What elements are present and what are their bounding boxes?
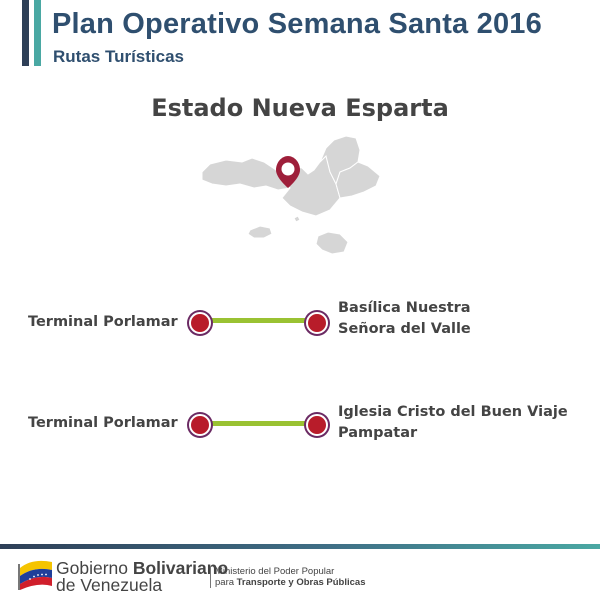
gobierno-line2: de Venezuela [56, 575, 163, 595]
island-map [190, 126, 390, 266]
route-2-origin: Terminal Porlamar [28, 415, 178, 431]
page-subtitle: Rutas Turísticas [53, 47, 185, 66]
map-islet [294, 216, 300, 222]
header-accent-bar-teal [34, 0, 41, 66]
ministry-line2-bold: Transporte y Obras Públicas [236, 577, 366, 588]
venezuela-flag-icon [18, 554, 54, 590]
header-accent-bar-dark [22, 0, 29, 66]
page-title: Plan Operativo Semana Santa 2016 [52, 8, 542, 40]
route-2-origin-node-icon [189, 414, 211, 436]
route-2-destination-line2: Pampatar [338, 425, 418, 441]
route-1-destination-line2: Señora del Valle [338, 321, 471, 337]
route-1-origin: Terminal Porlamar [28, 314, 178, 330]
route-2-destination-line1: Iglesia Cristo del Buen Viaje [338, 404, 568, 420]
route-2-destination-node-icon [306, 414, 328, 436]
route-1-origin-node-icon [189, 312, 211, 334]
route-1-destination-node-icon [306, 312, 328, 334]
map-island-coche [316, 232, 348, 254]
state-title: Estado Nueva Esparta [151, 94, 449, 122]
gobierno-prefix: Gobierno [56, 558, 133, 578]
gobierno-logo-text [56, 560, 228, 594]
route-1-destination-line1: Basílica Nuestra [338, 300, 471, 316]
ministry-text [210, 566, 365, 588]
map-region-west [202, 158, 290, 190]
route-1-line [198, 318, 316, 323]
gobierno-bold: Bolivariano [132, 558, 229, 578]
footer-divider [0, 544, 600, 549]
ministry-line1: Ministerio del Poder Popular [215, 566, 335, 577]
ministry-line2-prefix: para [215, 577, 237, 588]
map-island-cubagua [248, 226, 272, 238]
route-2-line [198, 421, 316, 426]
